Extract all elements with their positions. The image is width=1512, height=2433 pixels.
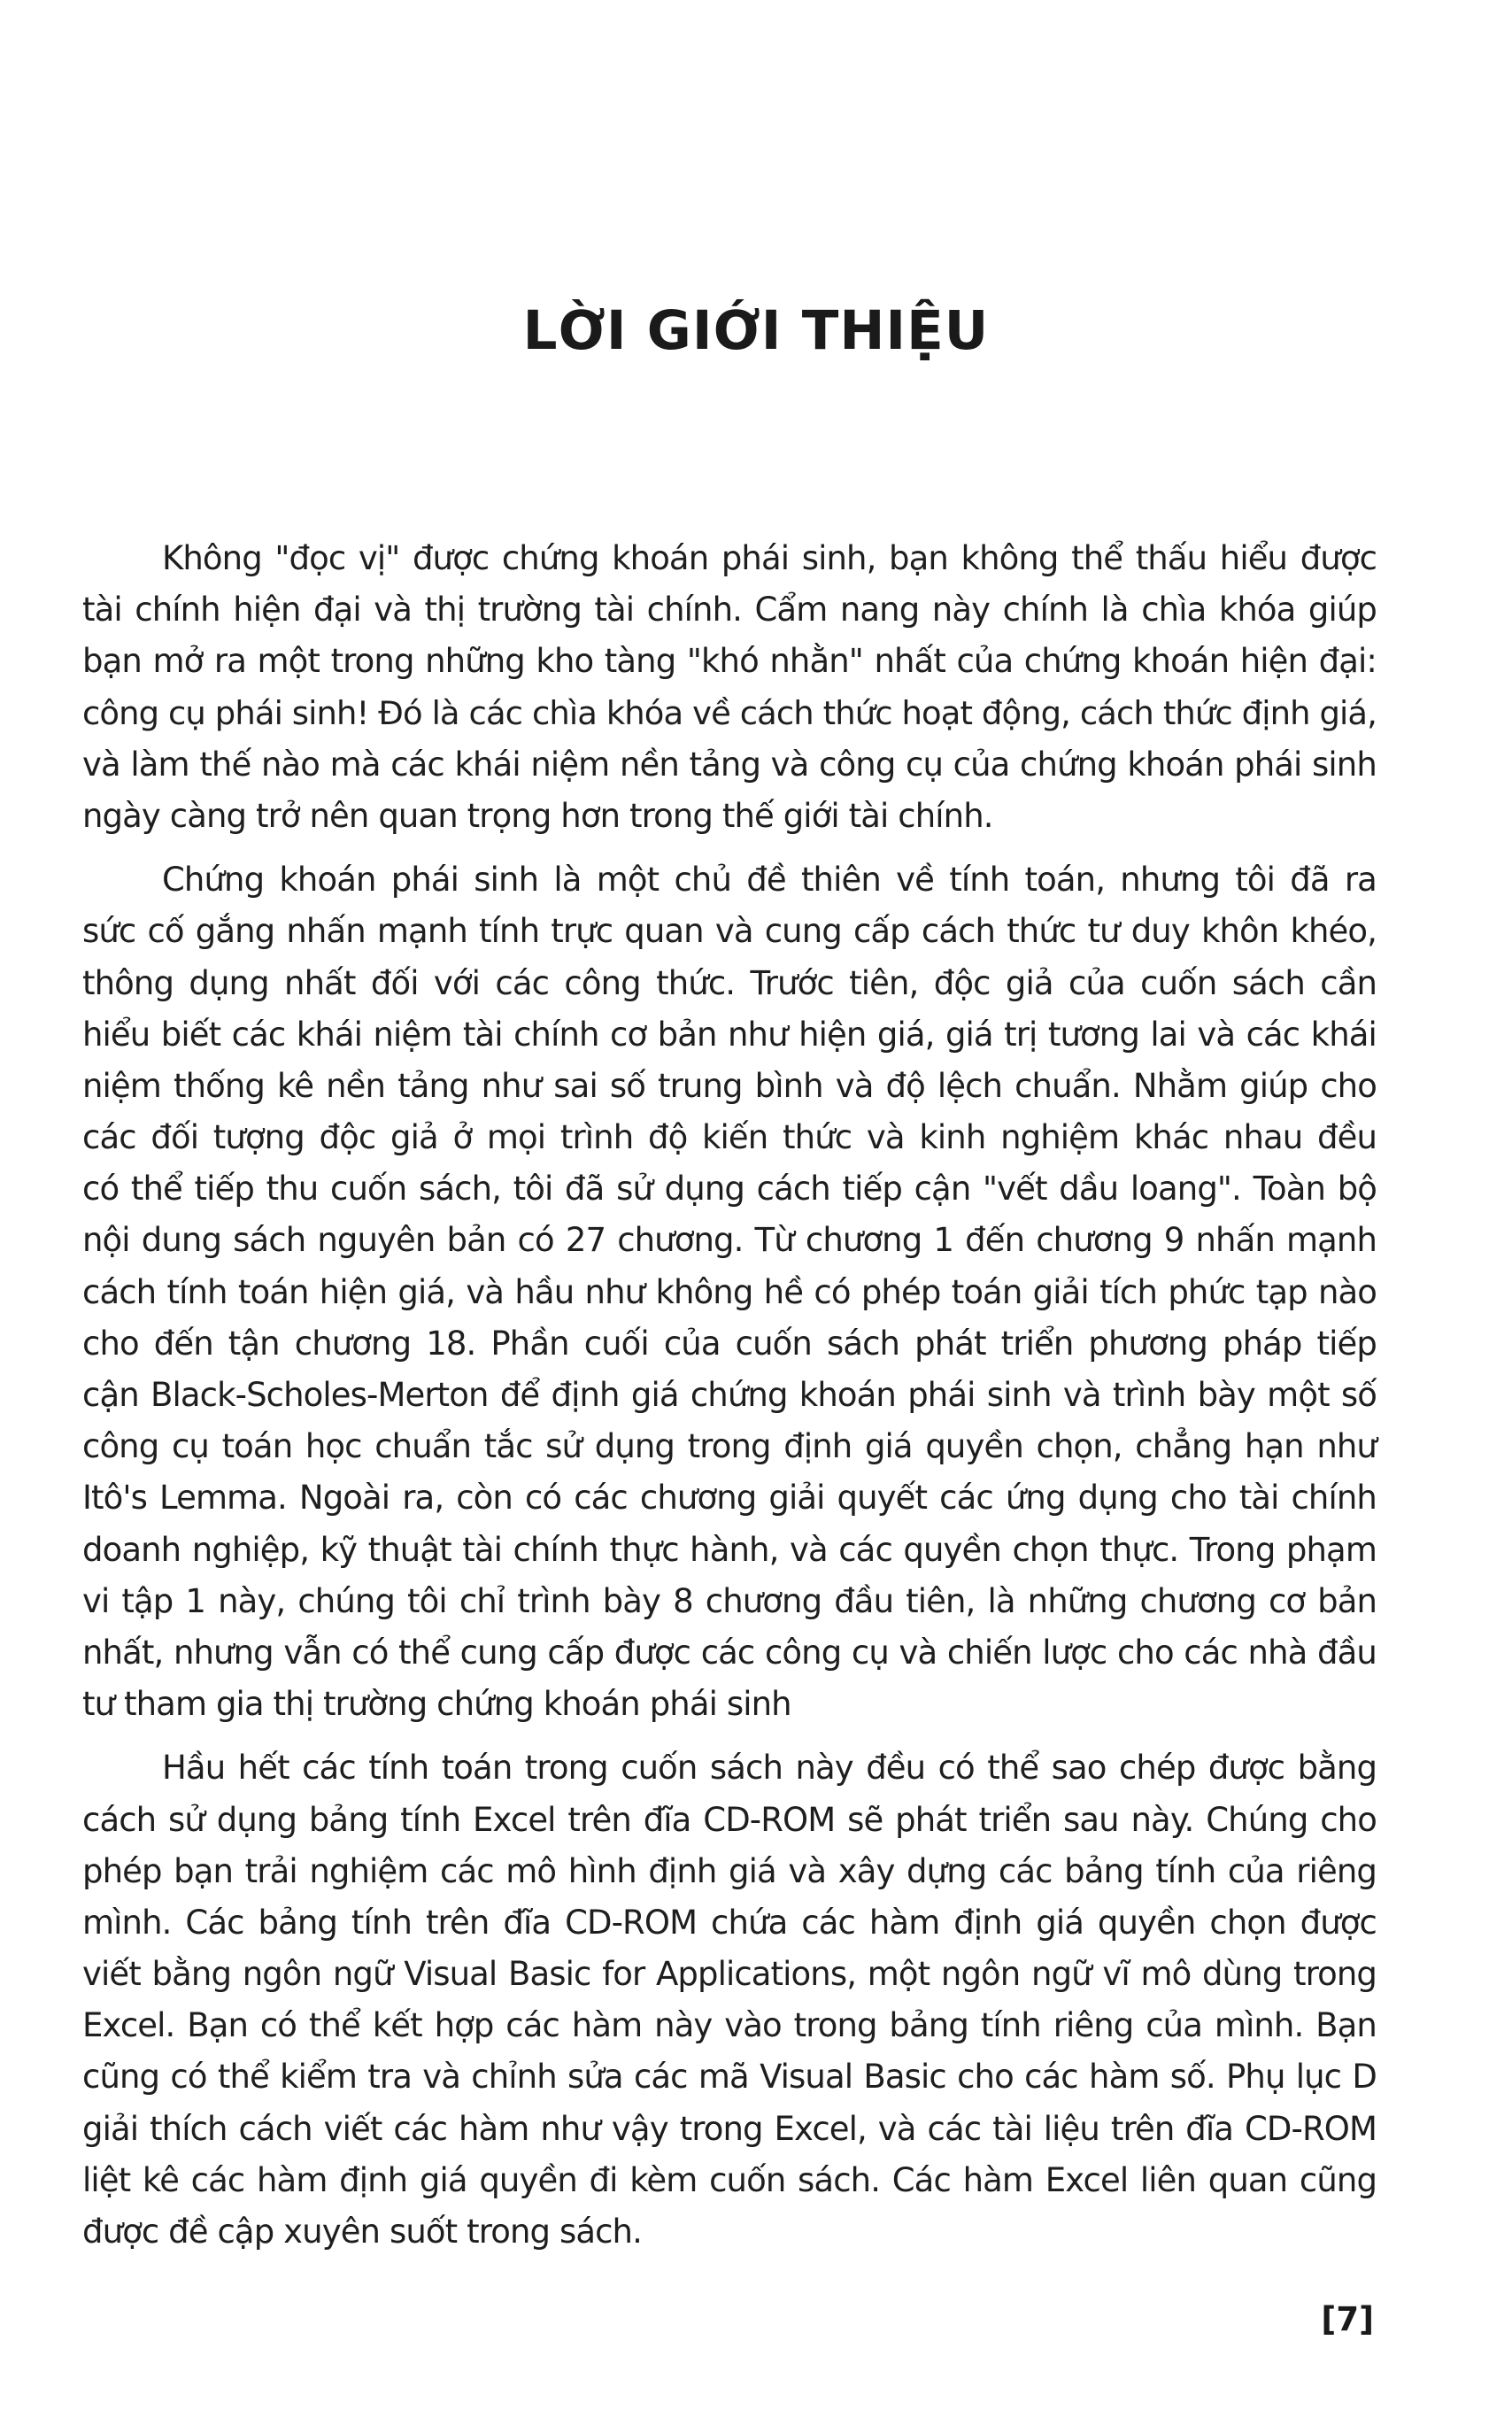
- text-line: cho đến tận chương 18. Phần cuối của cuốn sách phát triển phương pháp tiếp: [82, 1324, 1377, 1363]
- text-line: niệm thống kê nền tảng như sai số trung bình và độ lệch chuẩn. Nhằm giúp cho: [82, 1066, 1377, 1105]
- paragraph-gap: [82, 1730, 1377, 1742]
- text-line: được đề cập xuyên suốt trong sách.: [82, 2213, 642, 2251]
- text-line: ngày càng trở nên quan trọng hơn trong thế giới tài chính.: [82, 796, 993, 835]
- text-line: cũng có thể kiểm tra và chỉnh sửa các mã Visual Basic cho các hàm số. Phụ lục D: [82, 2058, 1377, 2097]
- text-line: Itô's Lemma. Ngoài ra, còn có các chương giải quyết các ứng dụng cho tài chính: [82, 1479, 1377, 1518]
- text-line: phép bạn trải nghiệm các mô hình định giá và xây dựng các bảng tính của riêng: [82, 1851, 1377, 1890]
- text-line: bạn mở ra một trong những kho tàng "khó nhằn" nhất của chứng khoán hiện đại:: [82, 642, 1377, 681]
- text-line: doanh nghiệp, kỹ thuật tài chính thực hành, và các quyền chọn thực. Trong phạm: [82, 1530, 1377, 1569]
- text-line: vi tập 1 này, chúng tôi chỉ trình bày 8 chương đầu tiên, là những chương cơ bản: [82, 1581, 1377, 1620]
- text-line: Hầu hết các tính toán trong cuốn sách này đều có thể sao chép được bằng: [162, 1749, 1377, 1788]
- text-line: cách sử dụng bảng tính Excel trên đĩa CD-ROM sẽ phát triển sau này. Chúng cho: [82, 1800, 1377, 1839]
- text-line: nội dung sách nguyên bản có 27 chương. Từ chương 1 đến chương 9 nhấn mạnh: [82, 1221, 1377, 1260]
- text-line: hiểu biết các khái niệm tài chính cơ bản như hiện giá, giá trị tương lai và các khái: [82, 1015, 1377, 1054]
- paragraph: [82, 854, 1377, 1730]
- text-line: cận Black-Scholes-Merton để định giá chứng khoán phái sinh và trình bày một số: [82, 1376, 1377, 1414]
- text-line: mình. Các bảng tính trên đĩa CD-ROM chứa các hàm định giá quyền chọn được: [82, 1903, 1377, 1942]
- text-line: giải thích cách viết các hàm như vậy trong Excel, và các tài liệu trên đĩa CD-ROM: [82, 2109, 1377, 2148]
- paragraph: [82, 533, 1377, 842]
- page-number: [7]: [1321, 2300, 1374, 2338]
- text-line: tư tham gia thị trường chứng khoán phái sinh: [82, 1685, 791, 1724]
- text-line: thông dụng nhất đối với các công thức. Trước tiên, độc giả của cuốn sách cần: [82, 963, 1377, 1002]
- text-line: liệt kê các hàm định giá quyền đi kèm cuốn sách. Các hàm Excel liên quan cũng: [82, 2160, 1377, 2199]
- text-line: Chứng khoán phái sinh là một chủ đề thiên về tính toán, nhưng tôi đã ra: [162, 861, 1377, 900]
- text-line: sức cố gắng nhấn mạnh tính trực quan và cung cấp cách thức tư duy khôn khéo,: [82, 912, 1377, 951]
- page-title: LỜI GIỚI THIỆU: [522, 299, 990, 362]
- text-line: tài chính hiện đại và thị trường tài chính. Cẩm nang này chính là chìa khóa giúp: [82, 591, 1377, 629]
- text-line: Excel. Bạn có thể kết hợp các hàm này vào trong bảng tính riêng của mình. Bạn: [82, 2006, 1377, 2045]
- text-line: Không "đọc vị" được chứng khoán phái sinh, bạn không thể thấu hiểu được: [162, 539, 1377, 577]
- text-line: có thể tiếp thu cuốn sách, tôi đã sử dụng cách tiếp cận "vết dầu loang". Toàn bộ: [82, 1170, 1377, 1209]
- text-line: và làm thế nào mà các khái niệm nền tảng và công cụ của chứng khoán phái sinh: [82, 745, 1377, 784]
- text-line: các đối tượng độc giả ở mọi trình độ kiến thức và kinh nghiệm khác nhau đều: [82, 1118, 1377, 1157]
- paragraph-gap: [82, 842, 1377, 854]
- text-line: công cụ toán học chuẩn tắc sử dụng trong định giá quyền chọn, chẳng hạn như: [82, 1427, 1377, 1466]
- text-line: công cụ phái sinh! Đó là các chìa khóa về cách thức hoạt động, cách thức định giá,: [82, 693, 1377, 732]
- paragraph: [82, 1742, 1377, 2258]
- text-line: nhất, nhưng vẫn có thể cung cấp được các công cụ và chiến lược cho các nhà đầu: [82, 1633, 1377, 1672]
- body-text: [82, 533, 1377, 2258]
- text-line: cách tính toán hiện giá, và hầu như không hề có phép toán giải tích phức tạp nào: [82, 1272, 1377, 1311]
- text-line: viết bằng ngôn ngữ Visual Basic for Applications, một ngôn ngữ vĩ mô dùng trong: [82, 1955, 1377, 1994]
